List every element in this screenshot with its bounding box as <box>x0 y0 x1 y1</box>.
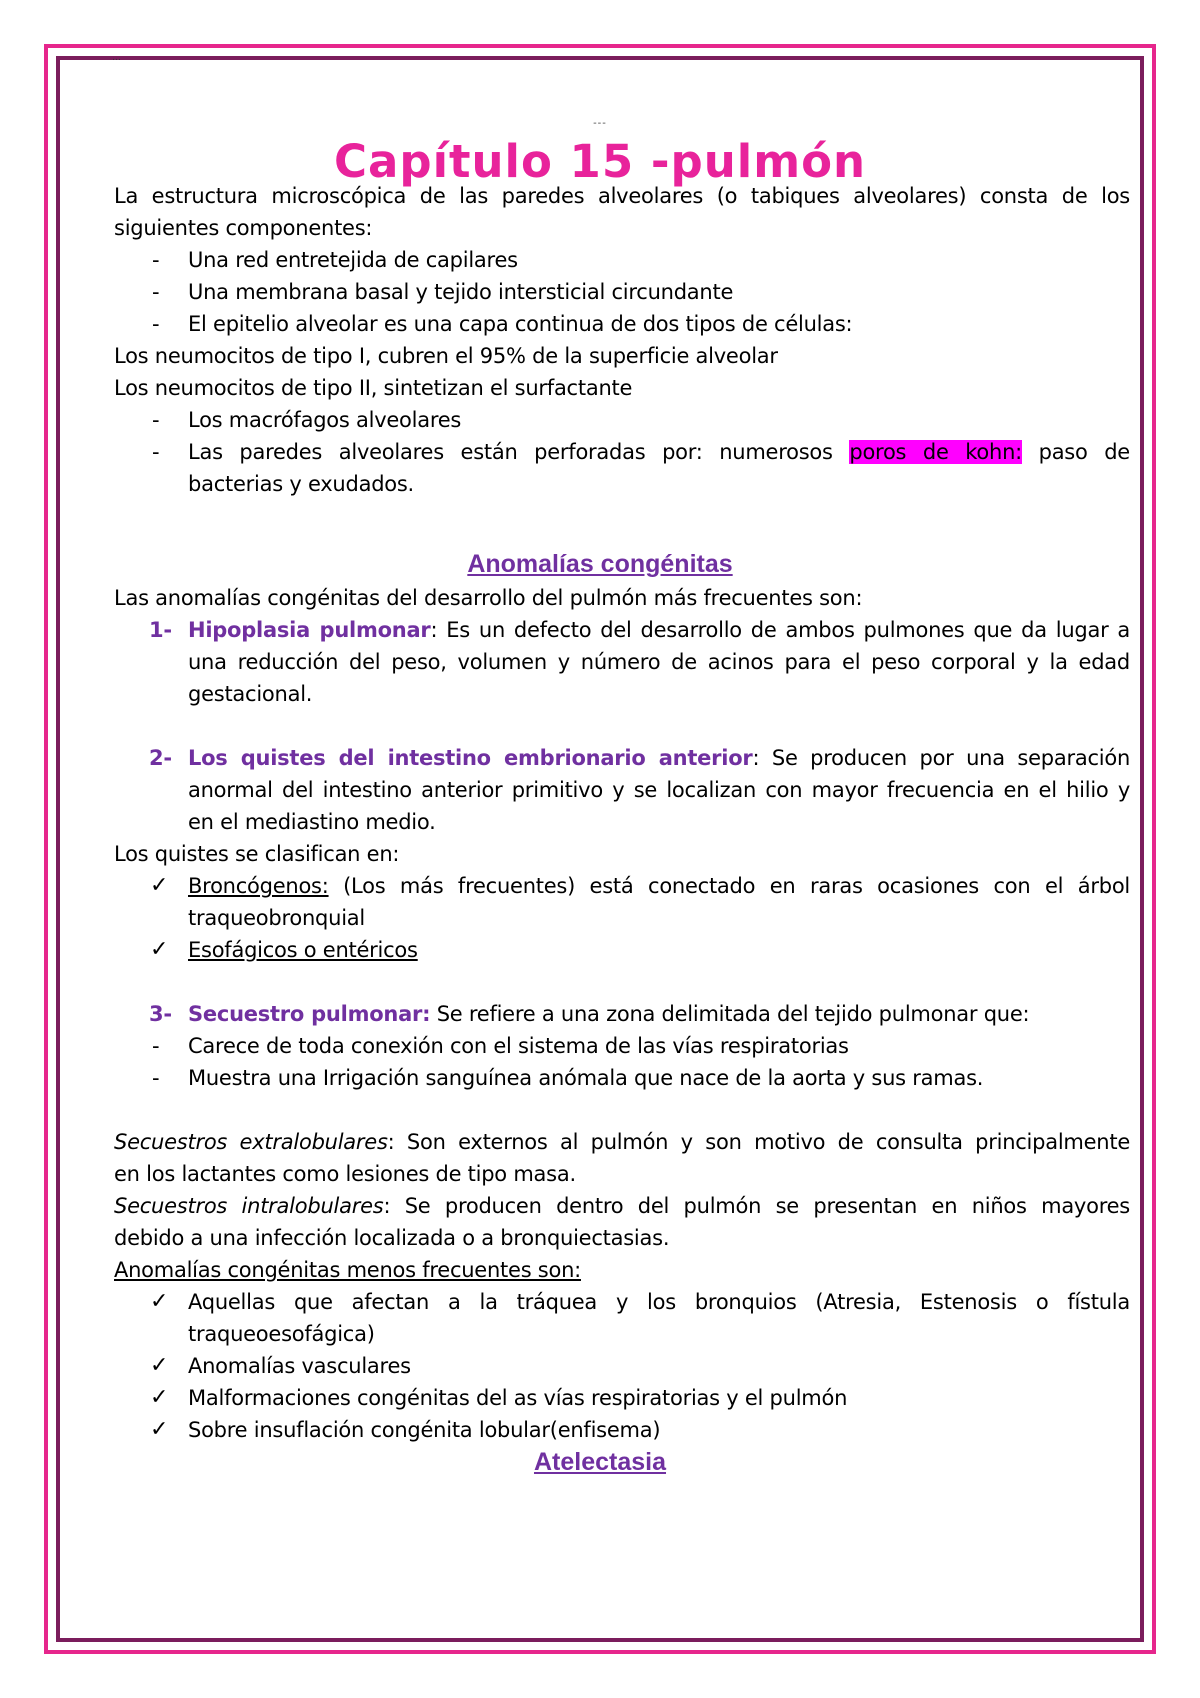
check-item: ✓ Broncógenos: (Los más frecuentes) está conectado en raras ocasiones con el árbol <box>0 870 1200 902</box>
numbered-item-continuation: gestacional. <box>188 682 313 706</box>
paragraph-line: Los neumocitos de tipo II, sintetizan el surfactante <box>114 376 633 400</box>
highlighted-term: poros de kohn: <box>849 440 1022 464</box>
check-item-continuation: traqueobronquial <box>188 906 365 930</box>
dash-marker: - <box>152 312 160 336</box>
check-icon: ✓ <box>150 1353 169 1378</box>
list-item: - Una membrana basal y tejido intersticial circundante <box>0 276 1200 308</box>
list-item: - El epitelio alveolar es una capa continua de dos tipos de células: <box>0 308 1200 340</box>
intro-line: La estructura microscópica de las paredes alveolares (o tabiques alveolares) consta de los <box>114 184 1130 208</box>
section-heading: Atelectasia <box>533 1448 667 1476</box>
paragraph-line: Los neumocitos de tipo I, cubren el 95% de la superficie alveolar <box>114 344 778 368</box>
term: Secuestro pulmonar: <box>188 1002 431 1026</box>
list-item-continuation: bacterias y exudados. <box>188 472 414 496</box>
dash-marker: - <box>152 408 160 432</box>
term: Los quistes del intestino embrionario anterior <box>188 746 753 770</box>
list-item: - Una red entretejida de capilares <box>0 244 1200 276</box>
check-item-continuation: traqueoesofágica) <box>188 1322 375 1346</box>
numbered-item: 1- Hipoplasia pulmonar: Es un defecto del desarrollo de ambos pulmones que da lugar a <box>0 614 1200 646</box>
paragraph-line: Secuestros intralobulares: Se producen dentro del pulmón se presentan en niños mayores <box>114 1194 1130 1218</box>
term: Secuestros intralobulares <box>114 1194 384 1218</box>
header-dots: … <box>112 53 122 63</box>
check-item: ✓ Aquellas que afectan a la tráquea y los bronquios (Atresia, Estenosis o fístula <box>0 1286 1200 1318</box>
list-item: - Las paredes alveolares están perforadas por: numerosos poros de kohn: paso de <box>0 436 1200 468</box>
paragraph-line: Los quistes se clasifican en: <box>114 842 400 866</box>
check-item: ✓ Sobre insuflación congénita lobular(enfisema) <box>0 1414 1200 1446</box>
check-icon: ✓ <box>150 1417 169 1442</box>
dash-marker: - <box>152 248 160 272</box>
check-item: ✓ Anomalías vasculares <box>0 1350 1200 1382</box>
item-number: 1- <box>149 618 172 642</box>
subheading-line: Anomalías congénitas menos frecuentes son: <box>114 1258 581 1282</box>
numbered-item-continuation: en el mediastino medio. <box>188 810 436 834</box>
paragraph-line: Las anomalías congénitas del desarrollo del pulmón más frecuentes son: <box>114 586 863 610</box>
item-number: 3- <box>149 1002 172 1026</box>
check-icon: ✓ <box>150 1289 169 1314</box>
list-item: - Muestra una Irrigación sanguínea anómala que nace de la aorta y sus ramas. <box>0 1062 1200 1094</box>
numbered-item: 3- Secuestro pulmonar: Se refiere a una zona delimitada del tejido pulmonar que: <box>0 998 1200 1030</box>
list-item: - Carece de toda conexión con el sistema de las vías respiratorias <box>0 1030 1200 1062</box>
numbered-item-continuation: una reducción del peso, volumen y número de acinos para el peso corporal y la edad <box>188 650 1130 674</box>
dash-marker: - <box>152 440 160 464</box>
check-item: ✓ Esofágicos o entéricos <box>0 934 1200 966</box>
term: Secuestros extralobulares <box>114 1130 388 1154</box>
dash-marker: - <box>152 280 160 304</box>
numbered-item: 2- Los quistes del intestino embrionario anterior: Se producen por una separación <box>0 742 1200 774</box>
intro-line: siguientes componentes: <box>114 216 373 240</box>
dash-marker: - <box>152 1066 160 1090</box>
item-number: 2- <box>149 746 172 770</box>
section-heading: Anomalías congénitas <box>467 550 733 578</box>
paragraph-line: debido a una infección localizada o a bronquiectasias. <box>114 1226 670 1250</box>
title-dots: --- <box>593 118 607 129</box>
paragraph-line: en los lactantes como lesiones de tipo masa. <box>114 1162 576 1186</box>
numbered-item-continuation: anormal del intestino anterior primitivo y se localizan con mayor frecuencia en el hilio y <box>188 778 1130 802</box>
list-item: - Los macrófagos alveolares <box>0 404 1200 436</box>
page-title: Capítulo 15 -pulmón <box>333 135 867 188</box>
check-icon: ✓ <box>150 937 169 962</box>
check-icon: ✓ <box>150 1385 169 1410</box>
check-item: ✓ Malformaciones congénitas del as vías respiratorias y el pulmón <box>0 1382 1200 1414</box>
check-icon: ✓ <box>150 873 169 898</box>
term: Hipoplasia pulmonar <box>188 618 431 642</box>
paragraph-line: Secuestros extralobulares: Son externos al pulmón y son motivo de consulta principalmente <box>114 1130 1131 1154</box>
dash-marker: - <box>152 1034 160 1058</box>
